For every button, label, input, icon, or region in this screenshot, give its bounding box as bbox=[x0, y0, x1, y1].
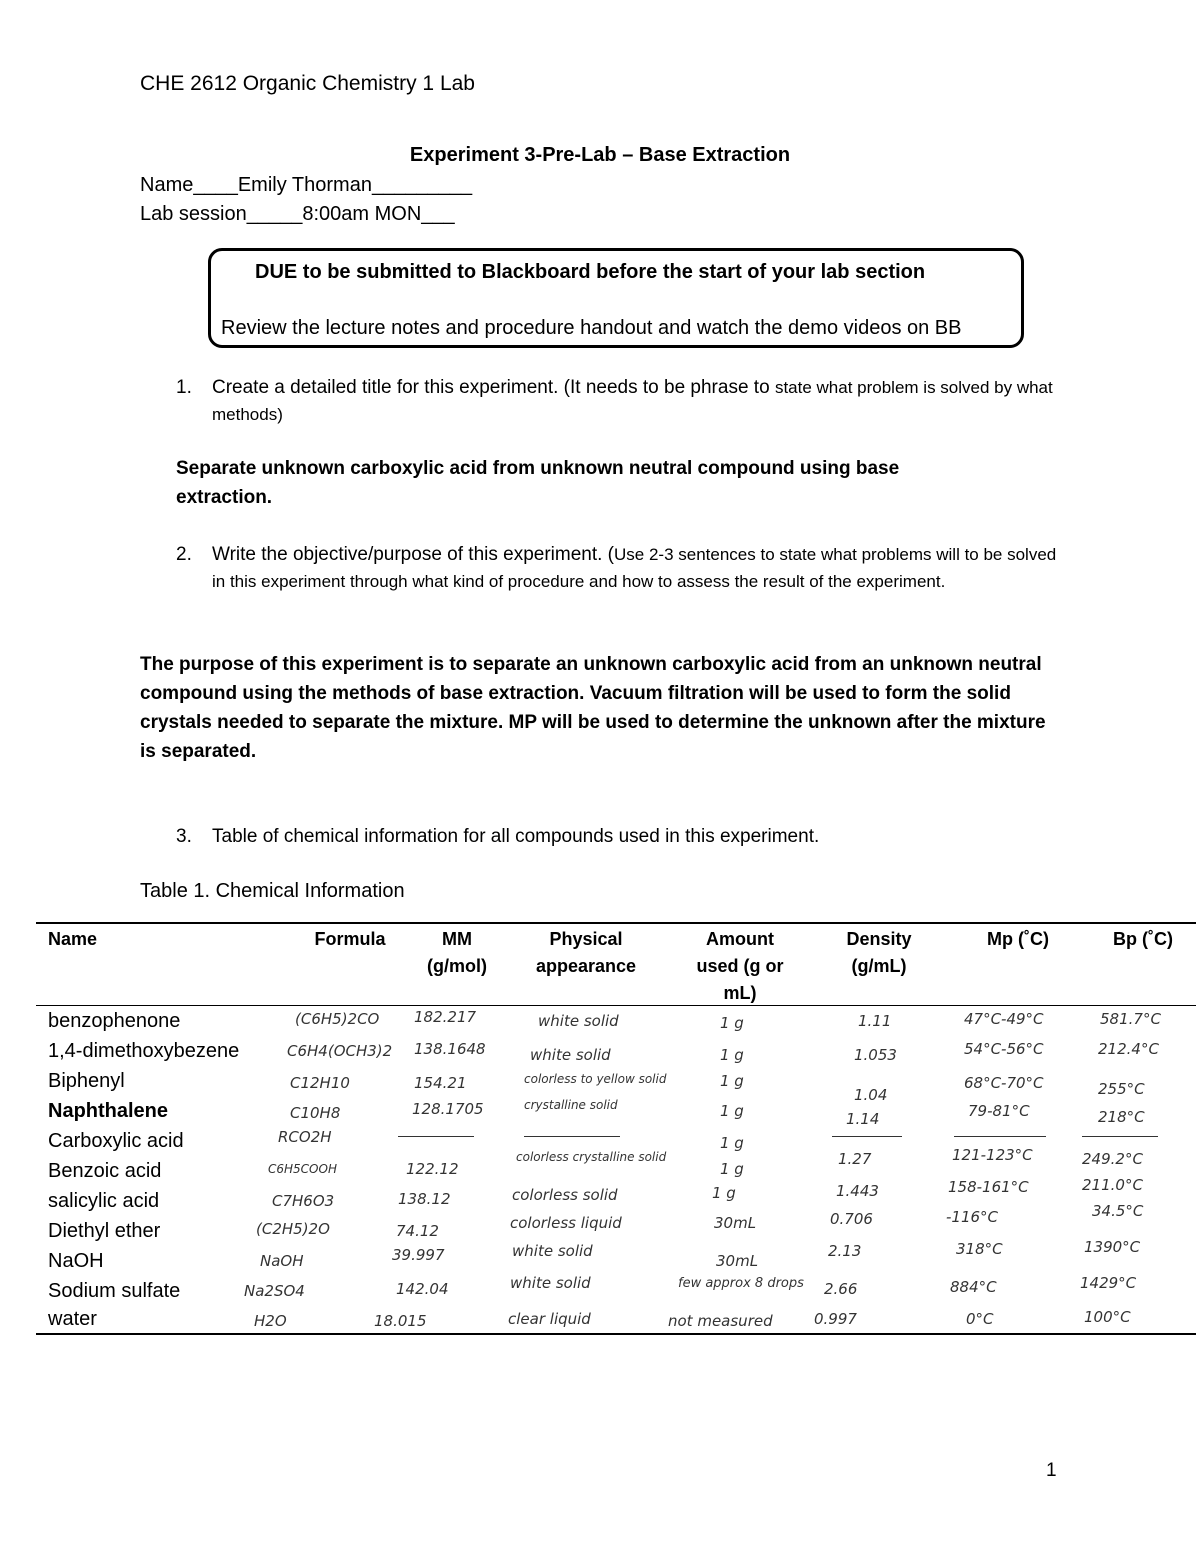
row-density: 2.66 bbox=[824, 1280, 858, 1298]
row-formula: (C2H5)2O bbox=[256, 1220, 330, 1238]
row-density: 1.04 bbox=[854, 1086, 888, 1104]
row-density: 1.443 bbox=[836, 1182, 879, 1200]
row-mp: 121-123°C bbox=[952, 1146, 1033, 1164]
row-formula: C12H10 bbox=[290, 1074, 350, 1092]
row-mm: 128.1705 bbox=[412, 1100, 484, 1118]
row-density: 2.13 bbox=[828, 1242, 862, 1260]
row-mm: 122.12 bbox=[406, 1160, 459, 1178]
row-mm: 18.015 bbox=[374, 1312, 427, 1330]
row-appearance: white solid bbox=[538, 1012, 619, 1030]
question-2-prompt-detail: Use 2-3 sentences to state what problems will to be solved in this experiment through what kind of procedure and how to assess the result of the experiment. bbox=[212, 545, 1057, 591]
row-amount: few approx 8 drops bbox=[678, 1276, 804, 1291]
row-appearance: colorless solid bbox=[512, 1186, 618, 1204]
row-bp: 1429°C bbox=[1080, 1274, 1137, 1292]
row-density: 1.053 bbox=[854, 1046, 897, 1064]
row-name: benzophenone bbox=[48, 1010, 181, 1032]
row-appearance: white solid bbox=[512, 1242, 593, 1260]
row-bp: 249.2°C bbox=[1082, 1150, 1143, 1168]
row-appearance: colorless crystalline solid bbox=[516, 1150, 667, 1164]
row-mm: 39.997 bbox=[392, 1246, 445, 1264]
course-header: CHE 2612 Organic Chemistry 1 Lab bbox=[140, 72, 475, 95]
row-density: 1.14 bbox=[846, 1110, 880, 1128]
row-amount: 1 g bbox=[712, 1184, 736, 1202]
row-mp: 0°C bbox=[966, 1310, 994, 1328]
row-amount: 30mL bbox=[714, 1214, 757, 1232]
header-density: Density (g/mL) bbox=[846, 929, 912, 976]
lab-session-line: Lab session_____8:00am MON___ bbox=[140, 203, 455, 225]
row-bp-blank bbox=[1082, 1136, 1158, 1137]
row-mm: 74.12 bbox=[396, 1222, 439, 1240]
header-appearance: Physical appearance bbox=[535, 929, 637, 976]
row-density: 0.706 bbox=[830, 1210, 873, 1228]
question-3-prompt: Table of chemical information for all compounds used in this experiment. bbox=[212, 826, 820, 847]
row-appearance: crystalline solid bbox=[524, 1098, 618, 1112]
row-bp: 255°C bbox=[1098, 1080, 1145, 1098]
row-amount: 1 g bbox=[720, 1072, 744, 1090]
row-mp: 54°C-56°C bbox=[964, 1040, 1044, 1058]
row-formula: C6H5COOH bbox=[268, 1162, 337, 1176]
row-amount: 1 g bbox=[720, 1134, 744, 1152]
row-appearance: white solid bbox=[530, 1046, 611, 1064]
row-appearance: white solid bbox=[510, 1274, 591, 1292]
row-bp: 218°C bbox=[1098, 1108, 1145, 1126]
row-mp: 158-161°C bbox=[948, 1178, 1029, 1196]
row-density: 1.27 bbox=[838, 1150, 872, 1168]
row-bp: 581.7°C bbox=[1100, 1010, 1161, 1028]
question-1-number: 1. bbox=[176, 377, 192, 398]
row-name: Benzoic acid bbox=[48, 1160, 162, 1182]
row-amount: 1 g bbox=[720, 1102, 744, 1120]
row-mm-blank bbox=[398, 1136, 474, 1137]
row-formula: C7H6O3 bbox=[272, 1192, 335, 1210]
page-title: Experiment 3-Pre-Lab – Base Extraction bbox=[409, 144, 791, 166]
header-mm: MM (g/mol) bbox=[427, 929, 487, 976]
row-name: NaOH bbox=[48, 1250, 104, 1272]
question-3-number: 3. bbox=[176, 826, 192, 847]
row-name: Diethyl ether bbox=[48, 1220, 161, 1242]
row-amount: 30mL bbox=[716, 1252, 759, 1270]
row-mm: 138.1648 bbox=[414, 1040, 486, 1058]
student-name-line: Name____Emily Thorman_________ bbox=[140, 174, 473, 196]
row-formula: C6H4(OCH3)2 bbox=[287, 1042, 393, 1060]
row-formula: (C6H5)2CO bbox=[295, 1010, 380, 1028]
row-mp: 318°C bbox=[956, 1240, 1003, 1258]
question-2-answer: The purpose of this experiment is to separate an unknown carboxylic acid from an unknown neutral compound using the methods of base extraction. Vacuum filtration will be used to form the solid crystals needed to separate the mixture. MP will be used to determine the unknown after the mixture is separated. bbox=[140, 654, 1046, 762]
row-density: 1.11 bbox=[858, 1012, 892, 1030]
row-appearance: colorless to yellow solid bbox=[524, 1072, 667, 1086]
row-bp: 34.5°C bbox=[1092, 1202, 1144, 1220]
row-mp: 79-81°C bbox=[968, 1102, 1030, 1120]
row-density: 0.997 bbox=[814, 1310, 857, 1328]
header-mp: Mp (˚C) bbox=[987, 929, 1049, 949]
due-notice-line: DUE to be submitted to Blackboard before the start of your lab section bbox=[255, 261, 926, 283]
row-mp: 68°C-70°C bbox=[964, 1074, 1044, 1092]
table-header-rule bbox=[36, 1005, 1196, 1006]
question-1-answer: Separate unknown carboxylic acid from unknown neutral compound using base extraction. bbox=[176, 458, 900, 508]
row-formula: H2O bbox=[254, 1312, 287, 1330]
page-number: 1 bbox=[1046, 1460, 1057, 1481]
header-amount: Amount used (g or mL) bbox=[696, 929, 784, 1003]
row-mm: 182.217 bbox=[414, 1008, 477, 1026]
row-amount: 1 g bbox=[720, 1014, 744, 1032]
table-top-rule bbox=[36, 922, 1196, 924]
review-notice-line: Review the lecture notes and procedure handout and watch the demo videos on BB bbox=[221, 317, 962, 339]
row-density-blank bbox=[832, 1136, 902, 1137]
row-appearance: colorless liquid bbox=[510, 1214, 622, 1232]
row-amount: not measured bbox=[668, 1312, 773, 1330]
row-amount: 1 g bbox=[720, 1160, 744, 1178]
row-bp: 1390°C bbox=[1084, 1238, 1141, 1256]
row-name: water bbox=[48, 1308, 97, 1330]
header-name: Name bbox=[48, 929, 98, 949]
row-mp-blank bbox=[954, 1136, 1046, 1137]
row-mp: 884°C bbox=[950, 1278, 997, 1296]
row-amount: 1 g bbox=[720, 1046, 744, 1064]
row-mm: 138.12 bbox=[398, 1190, 451, 1208]
row-formula: C10H8 bbox=[290, 1104, 341, 1122]
row-formula: RCO2H bbox=[278, 1128, 332, 1146]
row-formula: Na2SO4 bbox=[244, 1282, 305, 1300]
row-name: 1,4-dimethoxybezene bbox=[48, 1040, 240, 1062]
row-name: Biphenyl bbox=[48, 1070, 125, 1092]
row-name: Carboxylic acid bbox=[48, 1130, 184, 1152]
question-1-prompt: Create a detailed title for this experiment. (It needs to be phrase to bbox=[212, 377, 770, 398]
table-bottom-rule bbox=[36, 1333, 1196, 1335]
row-mm: 142.04 bbox=[396, 1280, 449, 1298]
due-notice-box bbox=[208, 248, 1024, 348]
question-3 bbox=[176, 823, 1076, 850]
row-mp: 47°C-49°C bbox=[964, 1010, 1044, 1028]
question-1-prompt-detail: state what problem is solved by what methods) bbox=[212, 378, 1053, 424]
table-caption: Table 1. Chemical Information bbox=[140, 880, 405, 902]
question-1 bbox=[176, 374, 1076, 428]
header-bp: Bp (˚C) bbox=[1113, 929, 1173, 949]
row-mp: -116°C bbox=[946, 1208, 999, 1226]
row-formula: NaOH bbox=[260, 1252, 304, 1270]
row-bp: 100°C bbox=[1084, 1308, 1131, 1326]
row-name: Naphthalene bbox=[48, 1100, 169, 1122]
question-2-number: 2. bbox=[176, 544, 192, 565]
header-formula: Formula bbox=[314, 929, 386, 949]
question-2-prompt: Write the objective/purpose of this experiment. ( bbox=[212, 544, 615, 565]
question-2 bbox=[176, 541, 1076, 595]
row-appearance-blank bbox=[524, 1136, 620, 1137]
row-appearance: clear liquid bbox=[508, 1310, 591, 1328]
row-bp: 212.4°C bbox=[1098, 1040, 1159, 1058]
row-name: Sodium sulfate bbox=[48, 1280, 181, 1302]
row-bp: 211.0°C bbox=[1082, 1176, 1143, 1194]
row-mm: 154.21 bbox=[414, 1074, 467, 1092]
row-name: salicylic acid bbox=[48, 1190, 160, 1212]
